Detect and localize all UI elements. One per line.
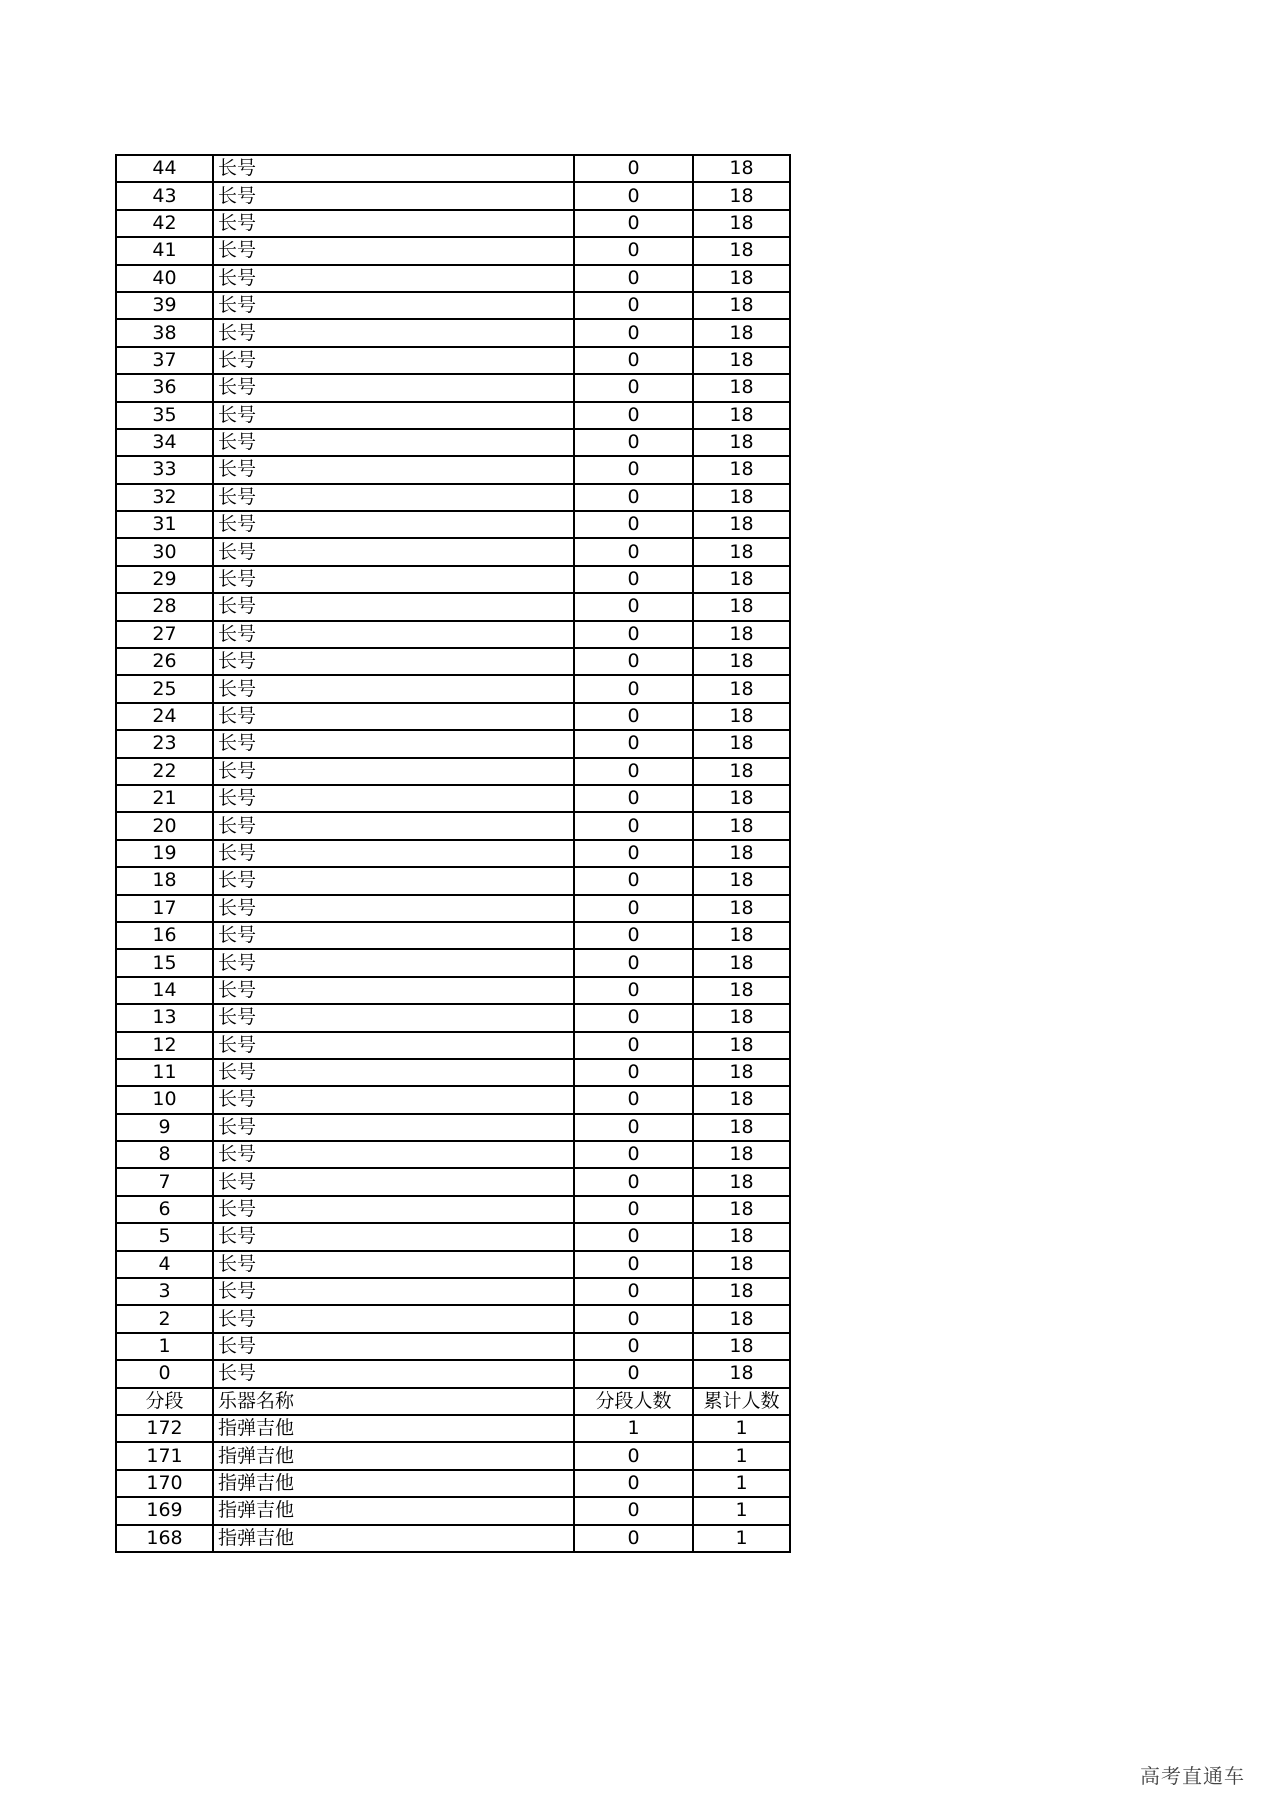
cumulative-count-cell: 18 — [693, 1333, 790, 1360]
cumulative-count-cell: 18 — [693, 730, 790, 757]
cumulative-count-cell: 18 — [693, 429, 790, 456]
score-cell: 16 — [116, 922, 213, 949]
cumulative-count-cell: 18 — [693, 1086, 790, 1113]
table-row — [116, 566, 790, 593]
cumulative-count-cell: 18 — [693, 621, 790, 648]
table-row — [116, 922, 790, 949]
cumulative-count-cell: 1 — [693, 1497, 790, 1524]
segment-count-cell: 0 — [574, 1059, 693, 1086]
cumulative-count-cell: 18 — [693, 949, 790, 976]
score-cell: 169 — [116, 1497, 213, 1524]
table-row — [116, 456, 790, 483]
segment-count-cell: 0 — [574, 840, 693, 867]
instrument-cell: 长号 — [213, 812, 574, 839]
instrument-cell: 长号 — [213, 1333, 574, 1360]
instrument-cell: 长号 — [213, 1251, 574, 1278]
table-row — [116, 1278, 790, 1305]
table-row — [116, 1032, 790, 1059]
segment-count-cell: 0 — [574, 538, 693, 565]
score-cell: 4 — [116, 1251, 213, 1278]
segment-count-cell: 0 — [574, 593, 693, 620]
segment-count-cell: 0 — [574, 758, 693, 785]
table-row — [116, 429, 790, 456]
score-cell: 31 — [116, 511, 213, 538]
score-cell: 42 — [116, 210, 213, 237]
score-cell: 36 — [116, 374, 213, 401]
table-row — [116, 210, 790, 237]
instrument-cell: 长号 — [213, 977, 574, 1004]
instrument-cell: 长号 — [213, 511, 574, 538]
segment-count-cell: 0 — [574, 1278, 693, 1305]
table-row — [116, 730, 790, 757]
cumulative-count-cell: 18 — [693, 292, 790, 319]
table-row — [116, 1333, 790, 1360]
score-cell: 3 — [116, 1278, 213, 1305]
segment-count-cell: 0 — [574, 812, 693, 839]
score-cell: 32 — [116, 484, 213, 511]
cumulative-count-cell: 18 — [693, 1360, 790, 1387]
cumulative-count-cell: 18 — [693, 867, 790, 894]
instrument-cell: 指弹吉他 — [213, 1470, 574, 1497]
instrument-cell: 长号 — [213, 155, 574, 182]
instrument-cell: 长号 — [213, 1278, 574, 1305]
table-row — [116, 1525, 790, 1552]
table-row — [116, 1305, 790, 1332]
segment-count-cell: 0 — [574, 1333, 693, 1360]
table-row — [116, 402, 790, 429]
cumulative-count-cell: 18 — [693, 319, 790, 346]
instrument-cell: 长号 — [213, 484, 574, 511]
instrument-cell: 长号 — [213, 1059, 574, 1086]
instrument-cell: 长号 — [213, 758, 574, 785]
instrument-cell: 长号 — [213, 237, 574, 264]
segment-count-cell: 0 — [574, 1086, 693, 1113]
instrument-cell: 长号 — [213, 402, 574, 429]
table-row — [116, 484, 790, 511]
cumulative-count-cell: 18 — [693, 977, 790, 1004]
instrument-cell: 乐器名称 — [213, 1388, 574, 1415]
score-cell: 8 — [116, 1141, 213, 1168]
cumulative-count-cell: 18 — [693, 1278, 790, 1305]
score-cell: 37 — [116, 347, 213, 374]
instrument-cell: 长号 — [213, 1223, 574, 1250]
score-cell: 18 — [116, 867, 213, 894]
table-row — [116, 319, 790, 346]
cumulative-count-cell: 1 — [693, 1470, 790, 1497]
table-row — [116, 977, 790, 1004]
segment-count-cell: 0 — [574, 703, 693, 730]
table-row — [116, 182, 790, 209]
score-cell: 10 — [116, 1086, 213, 1113]
instrument-cell: 长号 — [213, 182, 574, 209]
instrument-cell: 长号 — [213, 374, 574, 401]
instrument-cell: 指弹吉他 — [213, 1442, 574, 1469]
score-cell: 21 — [116, 785, 213, 812]
table-row — [116, 785, 790, 812]
table-row — [116, 1086, 790, 1113]
cumulative-count-cell: 18 — [693, 703, 790, 730]
segment-count-cell: 0 — [574, 1305, 693, 1332]
score-cell: 12 — [116, 1032, 213, 1059]
cumulative-count-cell: 18 — [693, 1196, 790, 1223]
cumulative-count-cell: 18 — [693, 566, 790, 593]
score-cell: 13 — [116, 1004, 213, 1031]
score-cell: 分段 — [116, 1388, 213, 1415]
score-cell: 171 — [116, 1442, 213, 1469]
score-cell: 19 — [116, 840, 213, 867]
score-cell: 6 — [116, 1196, 213, 1223]
segment-count-cell: 0 — [574, 867, 693, 894]
cumulative-count-cell: 18 — [693, 1032, 790, 1059]
table-header-row — [116, 1388, 790, 1415]
cumulative-count-cell: 18 — [693, 155, 790, 182]
segment-count-cell: 0 — [574, 1141, 693, 1168]
score-table — [115, 154, 791, 1553]
score-cell: 24 — [116, 703, 213, 730]
table-row — [116, 1470, 790, 1497]
instrument-cell: 长号 — [213, 566, 574, 593]
cumulative-count-cell: 1 — [693, 1525, 790, 1552]
table-row — [116, 675, 790, 702]
table-row — [116, 1114, 790, 1141]
instrument-cell: 长号 — [213, 949, 574, 976]
score-cell: 15 — [116, 949, 213, 976]
instrument-cell: 长号 — [213, 922, 574, 949]
cumulative-count-cell: 18 — [693, 758, 790, 785]
cumulative-count-cell: 累计人数 — [693, 1388, 790, 1415]
cumulative-count-cell: 18 — [693, 1141, 790, 1168]
score-cell: 23 — [116, 730, 213, 757]
segment-count-cell: 分段人数 — [574, 1388, 693, 1415]
instrument-cell: 长号 — [213, 292, 574, 319]
instrument-cell: 长号 — [213, 1114, 574, 1141]
table-row — [116, 758, 790, 785]
cumulative-count-cell: 18 — [693, 484, 790, 511]
cumulative-count-cell: 18 — [693, 922, 790, 949]
segment-count-cell: 0 — [574, 977, 693, 1004]
score-cell: 34 — [116, 429, 213, 456]
table-row — [116, 1223, 790, 1250]
cumulative-count-cell: 18 — [693, 347, 790, 374]
segment-count-cell: 0 — [574, 949, 693, 976]
instrument-cell: 长号 — [213, 703, 574, 730]
cumulative-count-cell: 18 — [693, 895, 790, 922]
score-cell: 7 — [116, 1168, 213, 1195]
instrument-cell: 指弹吉他 — [213, 1525, 574, 1552]
segment-count-cell: 0 — [574, 1223, 693, 1250]
segment-count-cell: 0 — [574, 922, 693, 949]
score-cell: 40 — [116, 265, 213, 292]
instrument-cell: 长号 — [213, 1305, 574, 1332]
score-cell: 2 — [116, 1305, 213, 1332]
segment-count-cell: 0 — [574, 675, 693, 702]
cumulative-count-cell: 18 — [693, 538, 790, 565]
table-row — [116, 347, 790, 374]
segment-count-cell: 0 — [574, 511, 693, 538]
segment-count-cell: 0 — [574, 210, 693, 237]
score-cell: 22 — [116, 758, 213, 785]
instrument-cell: 长号 — [213, 1168, 574, 1195]
cumulative-count-cell: 18 — [693, 265, 790, 292]
cumulative-count-cell: 18 — [693, 1168, 790, 1195]
table-row — [116, 1196, 790, 1223]
instrument-cell: 长号 — [213, 895, 574, 922]
table-row — [116, 1059, 790, 1086]
cumulative-count-cell: 18 — [693, 840, 790, 867]
score-cell: 33 — [116, 456, 213, 483]
table-row — [116, 867, 790, 894]
cumulative-count-cell: 18 — [693, 1059, 790, 1086]
instrument-cell: 长号 — [213, 429, 574, 456]
segment-count-cell: 0 — [574, 1470, 693, 1497]
instrument-cell: 长号 — [213, 538, 574, 565]
segment-count-cell: 0 — [574, 182, 693, 209]
instrument-cell: 长号 — [213, 1196, 574, 1223]
watermark: 高考直通车 — [1140, 1764, 1245, 1788]
instrument-cell: 长号 — [213, 265, 574, 292]
segment-count-cell: 0 — [574, 484, 693, 511]
instrument-cell: 长号 — [213, 675, 574, 702]
instrument-cell: 长号 — [213, 1141, 574, 1168]
table-row — [116, 840, 790, 867]
table-row — [116, 538, 790, 565]
table-row — [116, 648, 790, 675]
table-row — [116, 621, 790, 648]
table-row — [116, 1497, 790, 1524]
score-cell: 35 — [116, 402, 213, 429]
instrument-cell: 长号 — [213, 621, 574, 648]
segment-count-cell: 0 — [574, 402, 693, 429]
instrument-cell: 长号 — [213, 1086, 574, 1113]
segment-count-cell: 0 — [574, 237, 693, 264]
segment-count-cell: 0 — [574, 1525, 693, 1552]
cumulative-count-cell: 18 — [693, 1004, 790, 1031]
segment-count-cell: 1 — [574, 1415, 693, 1442]
score-cell: 11 — [116, 1059, 213, 1086]
cumulative-count-cell: 18 — [693, 675, 790, 702]
cumulative-count-cell: 18 — [693, 1251, 790, 1278]
instrument-cell: 长号 — [213, 1032, 574, 1059]
segment-count-cell: 0 — [574, 648, 693, 675]
segment-count-cell: 0 — [574, 1251, 693, 1278]
table-row — [116, 703, 790, 730]
segment-count-cell: 0 — [574, 155, 693, 182]
score-cell: 168 — [116, 1525, 213, 1552]
score-cell: 43 — [116, 182, 213, 209]
instrument-cell: 指弹吉他 — [213, 1415, 574, 1442]
table-row — [116, 265, 790, 292]
table-row — [116, 1251, 790, 1278]
segment-count-cell: 0 — [574, 730, 693, 757]
table-row — [116, 155, 790, 182]
segment-count-cell: 0 — [574, 1114, 693, 1141]
score-table-body — [116, 155, 790, 1552]
score-cell: 9 — [116, 1114, 213, 1141]
instrument-cell: 长号 — [213, 1004, 574, 1031]
segment-count-cell: 0 — [574, 456, 693, 483]
cumulative-count-cell: 18 — [693, 1223, 790, 1250]
table-row — [116, 1360, 790, 1387]
segment-count-cell: 0 — [574, 1442, 693, 1469]
score-cell: 14 — [116, 977, 213, 1004]
cumulative-count-cell: 18 — [693, 511, 790, 538]
cumulative-count-cell: 18 — [693, 1305, 790, 1332]
cumulative-count-cell: 18 — [693, 1114, 790, 1141]
score-cell: 27 — [116, 621, 213, 648]
segment-count-cell: 0 — [574, 1360, 693, 1387]
segment-count-cell: 0 — [574, 265, 693, 292]
score-cell: 26 — [116, 648, 213, 675]
cumulative-count-cell: 18 — [693, 785, 790, 812]
score-cell: 20 — [116, 812, 213, 839]
segment-count-cell: 0 — [574, 347, 693, 374]
score-cell: 1 — [116, 1333, 213, 1360]
table-row — [116, 593, 790, 620]
table-row — [116, 237, 790, 264]
score-cell: 25 — [116, 675, 213, 702]
instrument-cell: 长号 — [213, 867, 574, 894]
score-cell: 38 — [116, 319, 213, 346]
score-cell: 29 — [116, 566, 213, 593]
score-cell: 41 — [116, 237, 213, 264]
score-cell: 17 — [116, 895, 213, 922]
score-cell: 44 — [116, 155, 213, 182]
segment-count-cell: 0 — [574, 429, 693, 456]
segment-count-cell: 0 — [574, 1497, 693, 1524]
score-cell: 170 — [116, 1470, 213, 1497]
table-row — [116, 1004, 790, 1031]
cumulative-count-cell: 18 — [693, 812, 790, 839]
instrument-cell: 长号 — [213, 593, 574, 620]
table-row — [116, 1168, 790, 1195]
segment-count-cell: 0 — [574, 1032, 693, 1059]
cumulative-count-cell: 18 — [693, 182, 790, 209]
segment-count-cell: 0 — [574, 1196, 693, 1223]
segment-count-cell: 0 — [574, 566, 693, 593]
segment-count-cell: 0 — [574, 292, 693, 319]
score-cell: 5 — [116, 1223, 213, 1250]
cumulative-count-cell: 18 — [693, 402, 790, 429]
cumulative-count-cell: 1 — [693, 1415, 790, 1442]
score-cell: 28 — [116, 593, 213, 620]
cumulative-count-cell: 18 — [693, 648, 790, 675]
table-row — [116, 1442, 790, 1469]
segment-count-cell: 0 — [574, 1168, 693, 1195]
cumulative-count-cell: 18 — [693, 456, 790, 483]
score-cell: 172 — [116, 1415, 213, 1442]
instrument-cell: 长号 — [213, 785, 574, 812]
table-row — [116, 812, 790, 839]
cumulative-count-cell: 18 — [693, 210, 790, 237]
instrument-cell: 指弹吉他 — [213, 1497, 574, 1524]
instrument-cell: 长号 — [213, 319, 574, 346]
cumulative-count-cell: 1 — [693, 1442, 790, 1469]
instrument-cell: 长号 — [213, 840, 574, 867]
segment-count-cell: 0 — [574, 895, 693, 922]
segment-count-cell: 0 — [574, 785, 693, 812]
cumulative-count-cell: 18 — [693, 593, 790, 620]
segment-count-cell: 0 — [574, 1004, 693, 1031]
score-cell: 0 — [116, 1360, 213, 1387]
score-cell: 39 — [116, 292, 213, 319]
instrument-cell: 长号 — [213, 210, 574, 237]
table-row — [116, 374, 790, 401]
segment-count-cell: 0 — [574, 621, 693, 648]
table-row — [116, 1141, 790, 1168]
instrument-cell: 长号 — [213, 347, 574, 374]
instrument-cell: 长号 — [213, 648, 574, 675]
instrument-cell: 长号 — [213, 730, 574, 757]
instrument-cell: 长号 — [213, 456, 574, 483]
segment-count-cell: 0 — [574, 374, 693, 401]
table-row — [116, 1415, 790, 1442]
table-row — [116, 895, 790, 922]
score-cell: 30 — [116, 538, 213, 565]
table-row — [116, 511, 790, 538]
table-row — [116, 949, 790, 976]
cumulative-count-cell: 18 — [693, 374, 790, 401]
table-row — [116, 292, 790, 319]
cumulative-count-cell: 18 — [693, 237, 790, 264]
segment-count-cell: 0 — [574, 319, 693, 346]
instrument-cell: 长号 — [213, 1360, 574, 1387]
